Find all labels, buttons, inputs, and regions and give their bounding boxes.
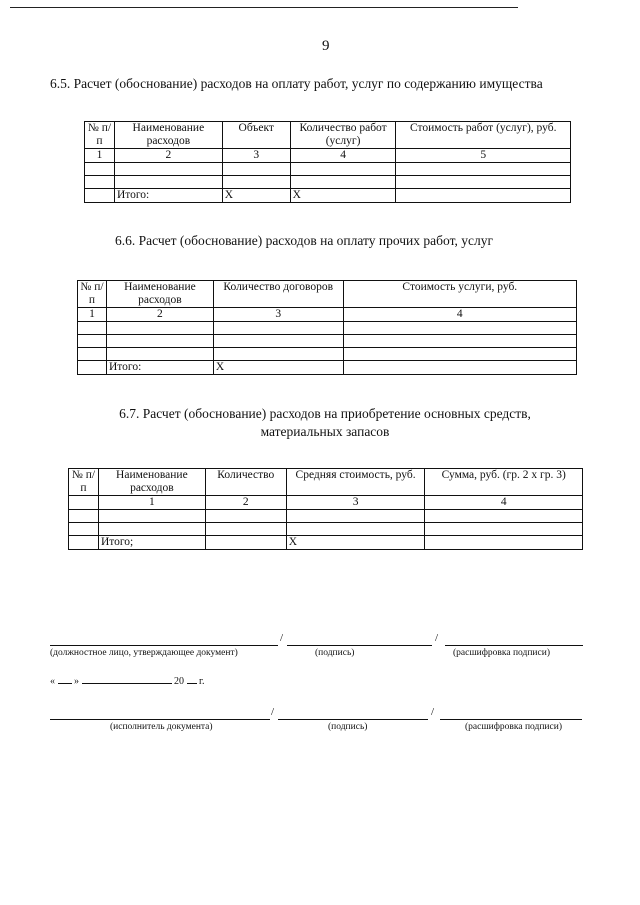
x-mark: Х bbox=[222, 189, 290, 203]
table-row bbox=[78, 335, 577, 348]
table-cell bbox=[85, 163, 115, 176]
table-cell bbox=[69, 536, 99, 550]
table-cell bbox=[343, 348, 576, 361]
separator-slash: / bbox=[431, 706, 435, 718]
table-cell bbox=[114, 176, 222, 189]
table-cell bbox=[69, 510, 99, 523]
table-cell bbox=[98, 510, 205, 523]
executor-decoding-line bbox=[440, 719, 582, 720]
top-rule bbox=[10, 7, 518, 8]
table-cell bbox=[78, 348, 107, 361]
table-row bbox=[78, 322, 577, 335]
table-cell bbox=[85, 189, 115, 203]
table-cell bbox=[343, 361, 576, 375]
x-mark: Х bbox=[290, 189, 396, 203]
table-cell bbox=[343, 335, 576, 348]
table-cell bbox=[205, 523, 286, 536]
col-header-quantity: Количество работ (услуг) bbox=[290, 122, 396, 149]
page-number: 9 bbox=[322, 38, 330, 54]
col-number: 2 bbox=[114, 149, 222, 163]
separator-slash: / bbox=[435, 632, 439, 644]
total-label: Итого: bbox=[114, 189, 222, 203]
col-number: 5 bbox=[396, 149, 571, 163]
col-number: 3 bbox=[286, 496, 425, 510]
signature-caption: (подпись) bbox=[328, 722, 368, 732]
table-total-row bbox=[69, 536, 583, 550]
table-row bbox=[85, 176, 571, 189]
col-number: 4 bbox=[290, 149, 396, 163]
table-cell bbox=[98, 523, 205, 536]
table-cell bbox=[78, 361, 107, 375]
table-cell bbox=[106, 348, 213, 361]
table-6-6 bbox=[77, 280, 577, 375]
table-header-row bbox=[78, 281, 577, 308]
date-day-blank bbox=[58, 674, 72, 684]
table-total-row bbox=[85, 189, 571, 203]
table-cell bbox=[222, 176, 290, 189]
table-cell bbox=[106, 335, 213, 348]
approver-decoding-line bbox=[445, 645, 583, 646]
table-number-row bbox=[69, 496, 583, 510]
table-cell bbox=[85, 176, 115, 189]
table-cell bbox=[222, 163, 290, 176]
table-cell bbox=[213, 335, 343, 348]
col-header-quantity: Количество bbox=[205, 469, 286, 496]
col-number: 3 bbox=[222, 149, 290, 163]
col-number: 2 bbox=[205, 496, 286, 510]
approver-signature-line bbox=[287, 645, 432, 646]
section-6-7-title-line2: материальных запасов bbox=[260, 424, 390, 439]
table-cell bbox=[343, 322, 576, 335]
table-6-7 bbox=[68, 468, 583, 550]
table-cell bbox=[205, 536, 286, 550]
col-header-name: Наименование расходов bbox=[114, 122, 222, 149]
table-cell bbox=[286, 523, 425, 536]
date-quote-close: » bbox=[74, 676, 79, 687]
col-header-cost: Стоимость работ (услуг), руб. bbox=[396, 122, 571, 149]
table-cell bbox=[205, 510, 286, 523]
table-number-row bbox=[85, 149, 571, 163]
col-number: 2 bbox=[106, 308, 213, 322]
table-row bbox=[85, 163, 571, 176]
section-6-6-title: 6.6. Расчет (обоснование) расходов на оплату прочих работ, услуг bbox=[115, 233, 493, 248]
executor-line bbox=[50, 719, 270, 720]
table-cell bbox=[69, 523, 99, 536]
table-cell bbox=[290, 176, 396, 189]
table-cell bbox=[114, 163, 222, 176]
col-number: 3 bbox=[213, 308, 343, 322]
date-year-suffix: г. bbox=[199, 676, 205, 687]
date-month-blank bbox=[82, 674, 172, 684]
table-6-5 bbox=[84, 121, 571, 203]
table-header-row bbox=[69, 469, 583, 496]
col-header-num: № п/п bbox=[78, 281, 107, 308]
date-quote-open: « bbox=[50, 676, 55, 687]
approver-line bbox=[50, 645, 278, 646]
col-header-cost: Стоимость услуги, руб. bbox=[343, 281, 576, 308]
table-cell bbox=[213, 348, 343, 361]
col-header-num: № п/п bbox=[85, 122, 115, 149]
col-number: 1 bbox=[98, 496, 205, 510]
executor-caption: (исполнитель документа) bbox=[110, 722, 213, 732]
section-6-5-title: 6.5. Расчет (обоснование) расходов на оплату работ, услуг по содержанию имущества bbox=[50, 76, 543, 91]
table-row bbox=[69, 510, 583, 523]
decoding-caption: (расшифровка подписи) bbox=[453, 648, 550, 658]
executor-signature-line bbox=[278, 719, 428, 720]
table-cell bbox=[396, 189, 571, 203]
col-header-num: № п/п bbox=[69, 469, 99, 496]
table-header-row bbox=[85, 122, 571, 149]
table-cell bbox=[78, 335, 107, 348]
col-number: 4 bbox=[343, 308, 576, 322]
table-cell bbox=[69, 496, 99, 510]
table-total-row bbox=[78, 361, 577, 375]
table-cell bbox=[396, 176, 571, 189]
separator-slash: / bbox=[271, 706, 275, 718]
table-number-row bbox=[78, 308, 577, 322]
table-cell bbox=[396, 163, 571, 176]
table-cell bbox=[286, 510, 425, 523]
section-6-7-title bbox=[60, 405, 590, 441]
table-cell bbox=[425, 523, 583, 536]
col-header-name: Наименование расходов bbox=[106, 281, 213, 308]
signature-caption: (подпись) bbox=[315, 648, 355, 658]
col-number: 1 bbox=[85, 149, 115, 163]
date-year-blank bbox=[187, 674, 197, 684]
table-cell bbox=[425, 536, 583, 550]
total-label: Итого: bbox=[106, 361, 213, 375]
col-header-avg-cost: Средняя стоимость, руб. bbox=[286, 469, 425, 496]
x-mark: Х bbox=[213, 361, 343, 375]
table-cell bbox=[106, 322, 213, 335]
table-row bbox=[78, 348, 577, 361]
total-label: Итого; bbox=[98, 536, 205, 550]
table-cell bbox=[425, 510, 583, 523]
separator-slash: / bbox=[280, 632, 284, 644]
section-6-7-title-line1: 6.7. Расчет (обоснование) расходов на приобретение основных средств, bbox=[119, 406, 531, 421]
table-cell bbox=[78, 322, 107, 335]
col-number: 4 bbox=[425, 496, 583, 510]
x-mark: Х bbox=[286, 536, 425, 550]
col-header-object: Объект bbox=[222, 122, 290, 149]
col-header-contracts: Количество договоров bbox=[213, 281, 343, 308]
table-cell bbox=[290, 163, 396, 176]
table-cell bbox=[213, 322, 343, 335]
col-header-sum: Сумма, руб. (гр. 2 х гр. 3) bbox=[425, 469, 583, 496]
date-year-prefix: 20 bbox=[174, 676, 184, 687]
approver-caption: (должностное лицо, утверждающее документ) bbox=[50, 648, 238, 658]
decoding-caption: (расшифровка подписи) bbox=[465, 722, 562, 732]
date-line bbox=[50, 674, 204, 687]
col-number: 1 bbox=[78, 308, 107, 322]
col-header-name: Наименование расходов bbox=[98, 469, 205, 496]
table-row bbox=[69, 523, 583, 536]
